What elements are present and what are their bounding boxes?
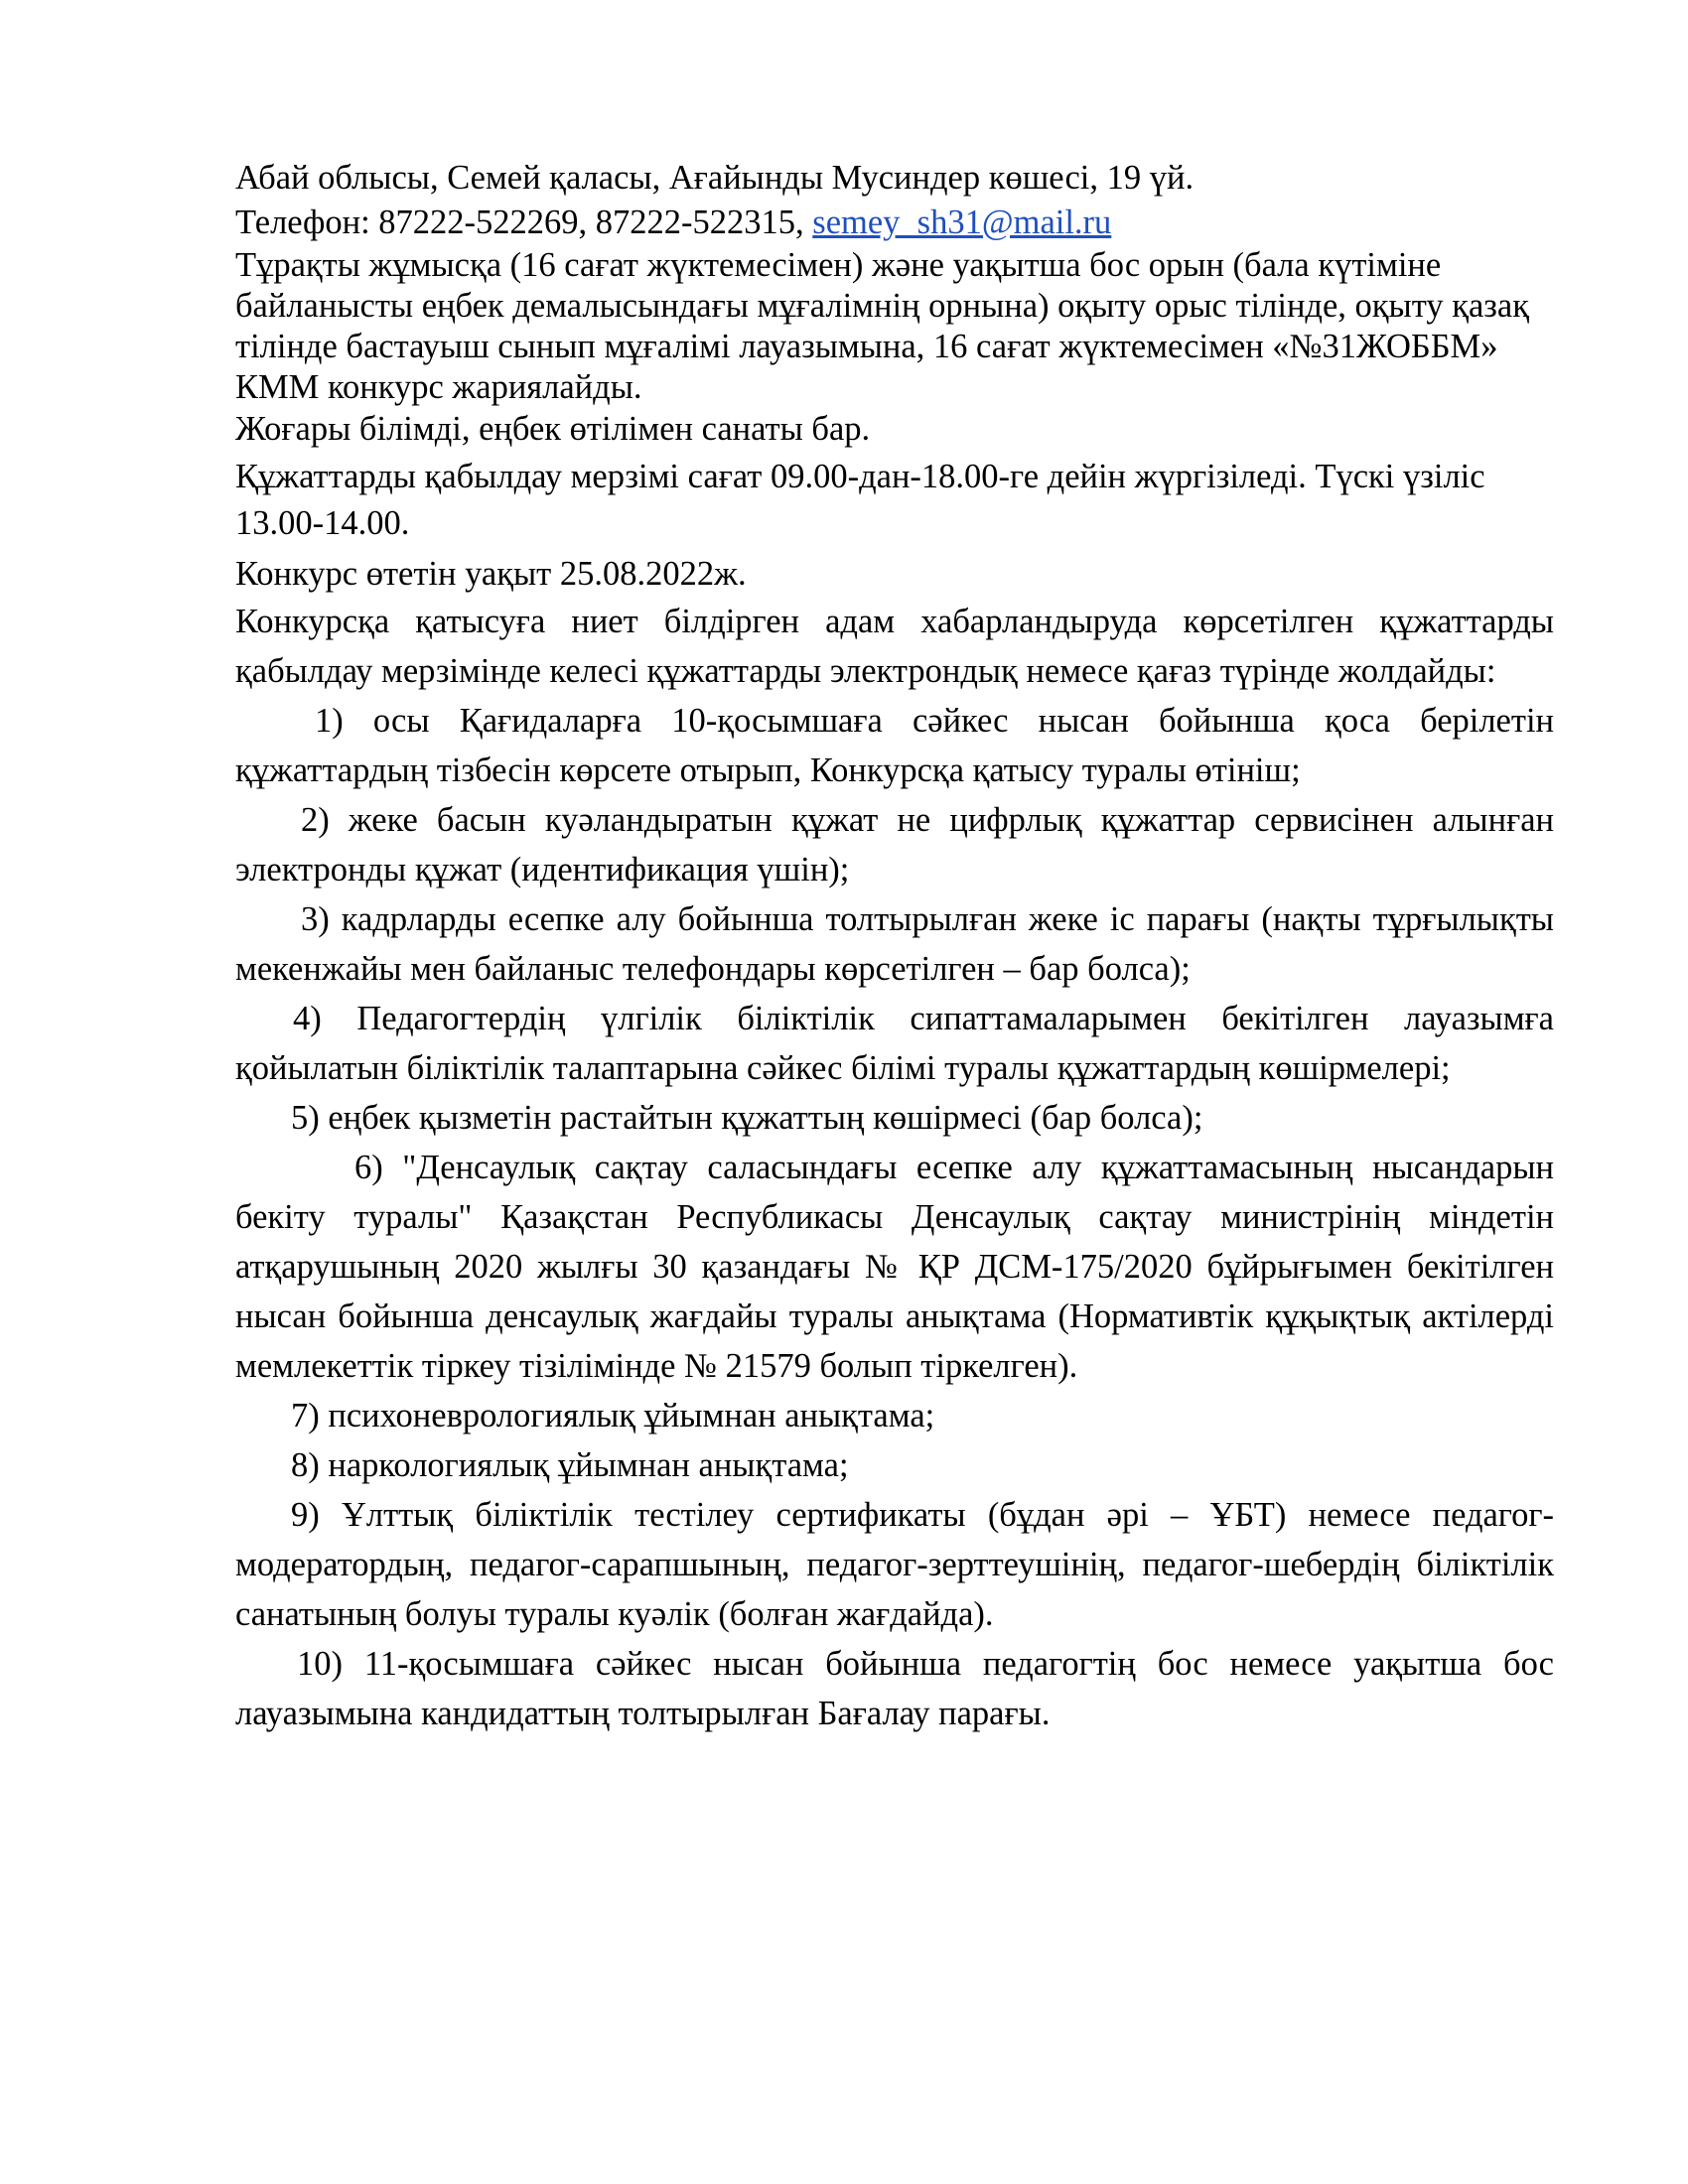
phone-text: Телефон: 87222-522269, 87222-522315, bbox=[235, 204, 813, 241]
list-item-4: 4) Педагогтердің үлгілік біліктілік сипаттамаларымен бекітілген лауазымға қойылатын біліктілік талаптарына сәйкес білімі туралы құжаттардың көшірмелері; bbox=[235, 1000, 1554, 1087]
list-item-1: 1) осы Қағидаларға 10-қосымшаға сәйкес нысан бойынша қоса берілетін құжаттардың тізбесін көрсете отырып, Конкурсқа қатысу туралы өтініш; bbox=[235, 702, 1554, 789]
list-item-7: 7) психоневрологиялық ұйымнан анықтама; bbox=[291, 1397, 935, 1434]
intro-paragraph: Конкурсқа қатысуға ниет білдірген адам хабарландыруда көрсетілген құжаттарды қабылдау мерзімінде келесі құжаттарды электрондық немесе қағаз түрінде жолдайды: bbox=[235, 603, 1554, 690]
list-item-9: 9) Ұлттық біліктілік тестілеу сертификаты (бұдан әрі – ҰБТ) немесе педагог-модератордың, педагог-сарапшының, педагог-зерттеушінің, педагог-шебердің біліктілік санатының болуы туралы куәлік (болған жағдайда). bbox=[235, 1496, 1554, 1633]
list-item-2: 2) жеке басын куәландыратын құжат не цифрлық құжаттар сервисінен алынған электронды құжат (идентификация үшін); bbox=[235, 801, 1554, 888]
list-item-5: 5) еңбек қызметін растайтын құжаттың көшірмесі (бар болса); bbox=[291, 1099, 1203, 1137]
list-item-3: 3) кадрларды есепке алу бойынша толтырылған жеке іс парағы (нақты тұрғылықты мекенжайы мен байланыс телефондары көрсетілген – бар болса); bbox=[235, 900, 1554, 988]
list-item-10: 10) 11-қосымшаға сәйкес нысан бойынша педагогтің бос немесе уақытша бос лауазымына кандидаттың толтырылған Бағалау парағы. bbox=[235, 1645, 1554, 1732]
address-line: Абай облысы, Семей қаласы, Ағайынды Мусиндер көшесі, 19 үй. bbox=[235, 159, 1195, 197]
email-link[interactable]: semey_sh31@mail.ru bbox=[812, 204, 1112, 241]
document-body bbox=[235, 156, 1554, 1738]
announcement-paragraph: Тұрақты жұмысқа (16 сағат жүктемесімен) және уақытша бос орын (бала күтіміне байланысты еңбек демалысындағы мұғалімнің орнына) оқыту орыс тілінде, оқыту қазақ тілінде бастауыш сынып мұғалімі лауазымына, 16 сағат жүктемесімен «№31ЖОББМ» КММ конкурс жариялайды. bbox=[235, 246, 1529, 406]
list-item-6: 6) "Денсаулық сақтау саласындағы есепке алу құжаттамасының нысандарын бекіту туралы" Қазақстан Республикасы Денсаулық сақтау министрінің міндетін атқарушының 2020 жылғы 30 қазандағы № ҚР ДСМ-175/2020 бұйрығымен бекітілген нысан бойынша денсаулық жағдайы туралы анықтама (Нормативтік құқықтық актілерді мемлекеттік тіркеу тізілімінде № 21579 болып тіркелген). bbox=[235, 1149, 1554, 1385]
list-item-8: 8) наркологиялық ұйымнан анықтама; bbox=[291, 1446, 849, 1484]
requirements-line: Жоғары білімді, еңбек өтілімен санаты бар. bbox=[235, 410, 871, 448]
contest-date-line: Конкурс өтетін уақыт 25.08.2022ж. bbox=[235, 555, 747, 593]
phone-line bbox=[235, 201, 1554, 245]
hours-paragraph: Құжаттарды қабылдау мерзімі сағат 09.00-дан-18.00-ге дейін жүргізіледі. Түскі үзіліс 13.00-14.00. bbox=[235, 458, 1485, 542]
